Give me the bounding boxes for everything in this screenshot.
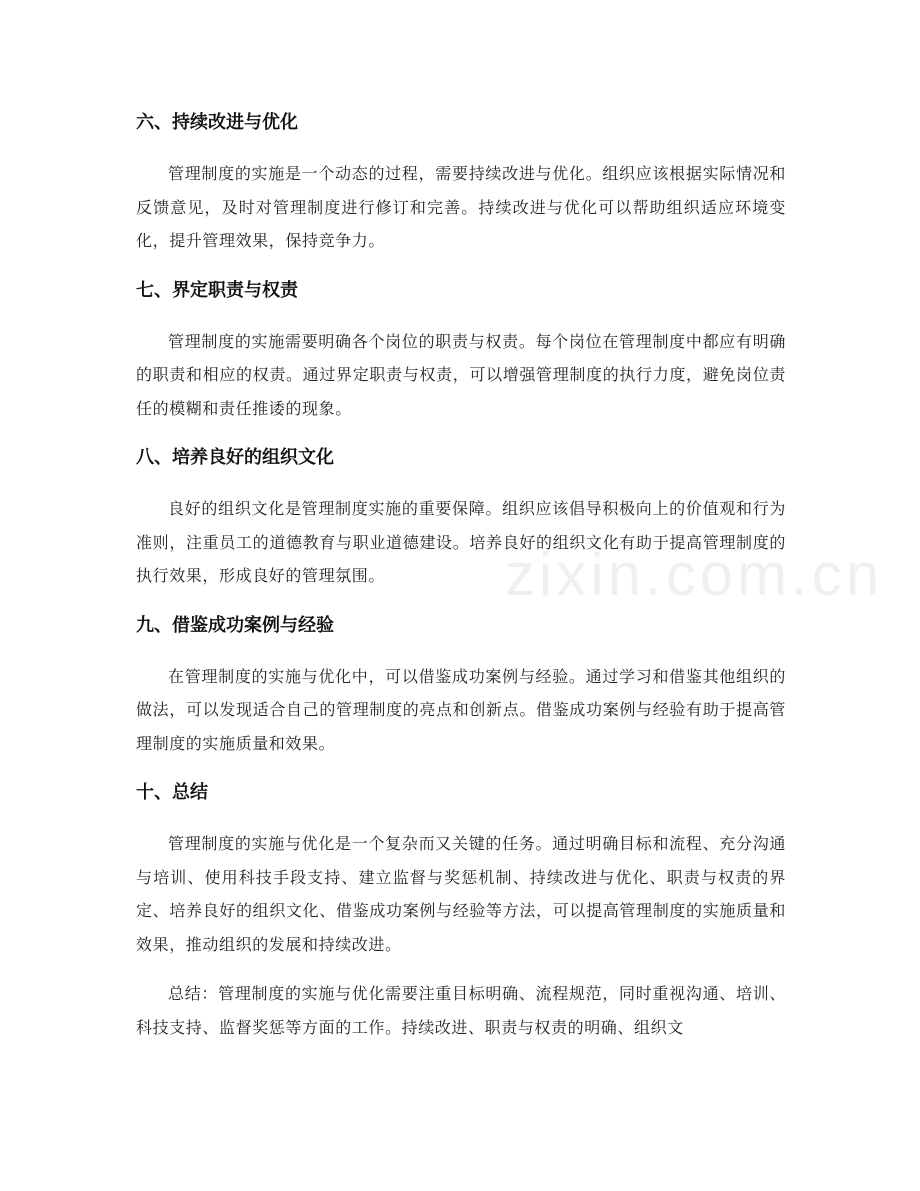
section-7-paragraph: 管理制度的实施需要明确各个岗位的职责与权责。每个岗位在管理制度中都应有明确的职责和相应的权责。通过界定职责与权责，可以增强管理制度的执行力度，避免岗位责任的模糊和责任推诿的现象。 bbox=[136, 331, 786, 418]
section-10-paragraph-1: 管理制度的实施与优化是一个复杂而又关键的任务。通过明确目标和流程、充分沟通与培训、使用科技手段支持、建立监督与奖惩机制、持续改进与优化、职责与权责的界定、培养良好的组织文化、借鉴成功案例与经验等方法，可以提高管理制度的实施质量和效果，推动组织的发展和持续改进。 bbox=[136, 834, 786, 954]
section-heading-8: 八、培养良好的组织文化 bbox=[136, 447, 334, 468]
section-8-paragraph: 良好的组织文化是管理制度实施的重要保障。组织应该倡导积极向上的价值观和行为准则，注重员工的道德教育与职业道德建设。培养良好的组织文化有助于提高管理制度的执行效果，形成良好的管理氛围。 bbox=[136, 499, 786, 585]
document-body bbox=[136, 106, 786, 1044]
section-10-paragraph-2: 总结：管理制度的实施与优化需要注重目标明确、流程规范，同时重视沟通、培训、科技支持、监督奖惩等方面的工作。持续改进、职责与权责的明确、组织文 bbox=[136, 984, 786, 1037]
section-heading-6: 六、持续改进与优化 bbox=[136, 112, 298, 133]
section-heading-7: 七、界定职责与权责 bbox=[136, 279, 298, 301]
watermark: zixin.com.cn bbox=[505, 541, 884, 608]
section-6-paragraph: 管理制度的实施是一个动态的过程，需要持续改进与优化。组织应该根据实际情况和反馈意见，及时对管理制度进行修订和完善。持续改进与优化可以帮助组织适应环境变化，提升管理效果，保持竞争力。 bbox=[136, 164, 786, 250]
section-heading-9: 九、借鉴成功案例与经验 bbox=[136, 614, 334, 636]
section-9-paragraph: 在管理制度的实施与优化中，可以借鉴成功案例与经验。通过学习和借鉴其他组织的做法，可以发现适合自己的管理制度的亮点和创新点。借鉴成功案例与经验有助于提高管理制度的实施质量和效果。 bbox=[136, 666, 786, 753]
section-heading-10: 十、总结 bbox=[136, 782, 208, 803]
